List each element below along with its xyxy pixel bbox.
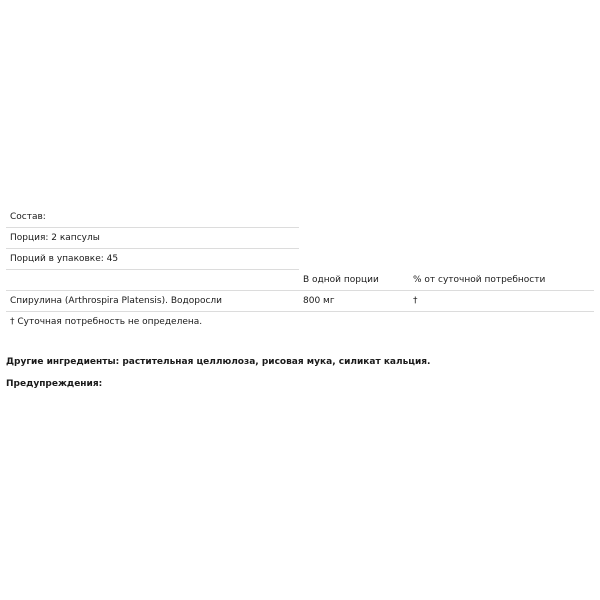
- supplement-facts-table: [6, 207, 594, 333]
- ingredient-amount: 800 мг: [303, 296, 335, 306]
- ingredient-row: [6, 291, 594, 312]
- daily-value-header: % от суточной потребности: [413, 275, 546, 285]
- footnote-row: [6, 312, 594, 333]
- other-ingredients: Другие ингредиенты: растительная целлюлоза, рисовая мука, силикат кальция.: [6, 357, 431, 367]
- facts-heading-row: [6, 207, 594, 228]
- servings-per-container-row: [6, 249, 594, 270]
- facts-heading: Состав:: [10, 212, 46, 222]
- footnote: † Суточная потребность не определена.: [10, 317, 203, 327]
- serving-size: Порция: 2 капсулы: [10, 233, 100, 243]
- ingredient-daily-value: †: [413, 296, 418, 306]
- ingredient-name: Спирулина (Arthrospira Platensis). Водоросли: [10, 296, 223, 306]
- column-header-row: [6, 270, 594, 291]
- servings-per-container: Порций в упаковке: 45: [10, 254, 119, 264]
- per-serving-header: В одной порции: [303, 275, 379, 285]
- serving-size-row: [6, 228, 594, 249]
- warnings-heading: Предупреждения:: [6, 379, 103, 389]
